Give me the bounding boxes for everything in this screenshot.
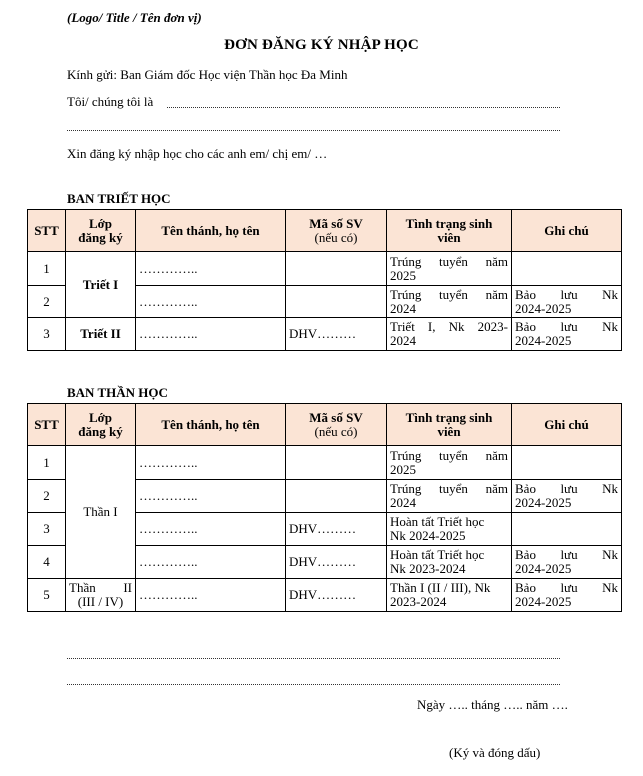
cell-note	[512, 546, 622, 579]
recipient-line: Kính gửi: Ban Giám đốc Học viện Thần học Đa Minh	[67, 67, 348, 82]
logo-placeholder: (Logo/ Title / Tên đơn vị)	[67, 10, 202, 25]
cell-name[interactable]: …………..	[136, 546, 286, 579]
class-line2: (III / IV)	[77, 594, 124, 609]
status-line2: 2023-2024	[390, 594, 447, 609]
col-id-line1: Mã số SV	[309, 215, 363, 231]
applicant-name-field-continued[interactable]	[67, 122, 560, 131]
status-line1: Trúng tuyển năm	[390, 253, 508, 269]
status-line2: Nk 2023-2024	[390, 561, 466, 576]
note-line1: Bảo lưu Nk	[515, 319, 618, 334]
cell-status	[387, 252, 512, 286]
note-line2: 2024-2025	[515, 333, 572, 348]
cell-note	[512, 318, 622, 351]
col-id-line2: (nếu có)	[314, 229, 358, 245]
cell-class: Triết I	[66, 252, 136, 318]
status-line1: Trúng tuyển năm	[390, 286, 508, 302]
table-row	[28, 446, 622, 480]
table-row	[28, 579, 622, 612]
cell-status	[387, 446, 512, 480]
cell-class	[66, 579, 136, 612]
philosophy-section-heading: BAN TRIẾT HỌC	[67, 191, 171, 206]
signature-label: (Ký và đóng dấu)	[449, 745, 541, 760]
col-stt: STT	[28, 210, 66, 252]
note-line1: Bảo lưu Nk	[515, 580, 618, 595]
col-class-line1: Lớp	[88, 409, 113, 425]
cell-name[interactable]: …………..	[136, 579, 286, 612]
status-line2: 2024	[390, 300, 416, 316]
page-title: ĐƠN ĐĂNG KÝ NHẬP HỌC	[224, 37, 419, 53]
col-status-line2: viên	[437, 229, 461, 245]
table-header-row	[28, 404, 622, 446]
cell-id[interactable]	[286, 446, 387, 480]
note-line1: Bảo lưu Nk	[515, 286, 618, 302]
cell-status	[387, 579, 512, 612]
status-line1: Hoàn tất Triết học	[390, 514, 485, 529]
status-line1: Triết I, Nk 2023-	[390, 319, 508, 334]
philosophy-registration-table	[27, 209, 622, 351]
col-student-id	[286, 404, 387, 446]
note-line2: 2024-2025	[515, 495, 572, 510]
table-header-row	[28, 210, 622, 252]
notes-line-2[interactable]	[67, 676, 560, 685]
status-line1: Trúng tuyển năm	[390, 447, 508, 463]
col-class-line2: đăng ký	[78, 229, 123, 245]
col-id-line2: (nếu có)	[314, 423, 358, 439]
col-status	[387, 210, 512, 252]
status-line1: Hoàn tất Triết học	[390, 547, 485, 562]
status-line2: 2024	[390, 495, 416, 510]
cell-note	[512, 579, 622, 612]
cell-status	[387, 318, 512, 351]
col-status-line1: Tình trạng sinh	[405, 409, 493, 425]
col-class-line2: đăng ký	[78, 423, 123, 439]
note-line1: Bảo lưu Nk	[515, 481, 618, 496]
cell-stt: 4	[28, 546, 66, 579]
theology-registration-table	[27, 403, 622, 612]
cell-stt: 3	[28, 318, 66, 351]
status-line1: Trúng tuyển năm	[390, 481, 508, 496]
status-line2: 2025	[390, 461, 416, 477]
col-status	[387, 404, 512, 446]
cell-id[interactable]: DHV………	[286, 579, 387, 612]
applicant-name-field[interactable]	[167, 99, 560, 108]
cell-status	[387, 480, 512, 513]
cell-name[interactable]: …………..	[136, 513, 286, 546]
cell-status	[387, 546, 512, 579]
col-status-line1: Tình trạng sinh	[405, 215, 493, 231]
cell-name[interactable]: …………..	[136, 286, 286, 318]
cell-stt: 2	[28, 480, 66, 513]
class-line1: Thần II	[69, 580, 132, 595]
col-class	[66, 210, 136, 252]
cell-name[interactable]: …………..	[136, 480, 286, 513]
cell-id[interactable]	[286, 286, 387, 318]
table-row	[28, 252, 622, 286]
status-line2: 2024	[390, 333, 416, 348]
cell-id[interactable]	[286, 252, 387, 286]
col-name: Tên thánh, họ tên	[136, 404, 286, 446]
cell-note	[512, 480, 622, 513]
table-row	[28, 318, 622, 351]
cell-stt: 1	[28, 446, 66, 480]
notes-line-1[interactable]	[67, 650, 560, 659]
cell-stt: 5	[28, 579, 66, 612]
col-class	[66, 404, 136, 446]
cell-class: Thần I	[66, 446, 136, 579]
date-line: Ngày ….. tháng ….. năm ….	[417, 697, 568, 712]
cell-id[interactable]	[286, 480, 387, 513]
request-line: Xin đăng ký nhập học cho các anh em/ chị em/ …	[67, 146, 328, 161]
cell-name[interactable]: …………..	[136, 252, 286, 286]
cell-status	[387, 286, 512, 318]
cell-class: Triết II	[66, 318, 136, 351]
status-line2: Nk 2024-2025	[390, 528, 466, 543]
cell-note	[512, 286, 622, 318]
cell-note[interactable]	[512, 446, 622, 480]
note-line2: 2024-2025	[515, 300, 572, 316]
col-stt: STT	[28, 404, 66, 446]
col-status-line2: viên	[437, 423, 461, 439]
cell-name[interactable]: …………..	[136, 446, 286, 480]
col-note: Ghi chú	[512, 404, 622, 446]
col-student-id	[286, 210, 387, 252]
note-line2: 2024-2025	[515, 594, 572, 609]
cell-id[interactable]: DHV………	[286, 546, 387, 579]
status-line1: Thần I (II / III), Nk	[390, 580, 491, 595]
cell-id[interactable]: DHV………	[286, 318, 387, 351]
cell-stt: 1	[28, 252, 66, 286]
col-id-line1: Mã số SV	[309, 409, 363, 425]
status-line2: 2025	[390, 267, 416, 283]
cell-id[interactable]: DHV………	[286, 513, 387, 546]
cell-stt: 3	[28, 513, 66, 546]
cell-name[interactable]: …………..	[136, 318, 286, 351]
note-line1: Bảo lưu Nk	[515, 547, 618, 562]
note-line2: 2024-2025	[515, 561, 572, 576]
col-name: Tên thánh, họ tên	[136, 210, 286, 252]
cell-stt: 2	[28, 286, 66, 318]
cell-note[interactable]	[512, 513, 622, 546]
col-note: Ghi chú	[512, 210, 622, 252]
cell-status	[387, 513, 512, 546]
theology-section-heading: BAN THẦN HỌC	[67, 385, 168, 400]
applicant-label: Tôi/ chúng tôi là	[67, 94, 154, 109]
col-class-line1: Lớp	[88, 215, 113, 231]
cell-note[interactable]	[512, 252, 622, 286]
